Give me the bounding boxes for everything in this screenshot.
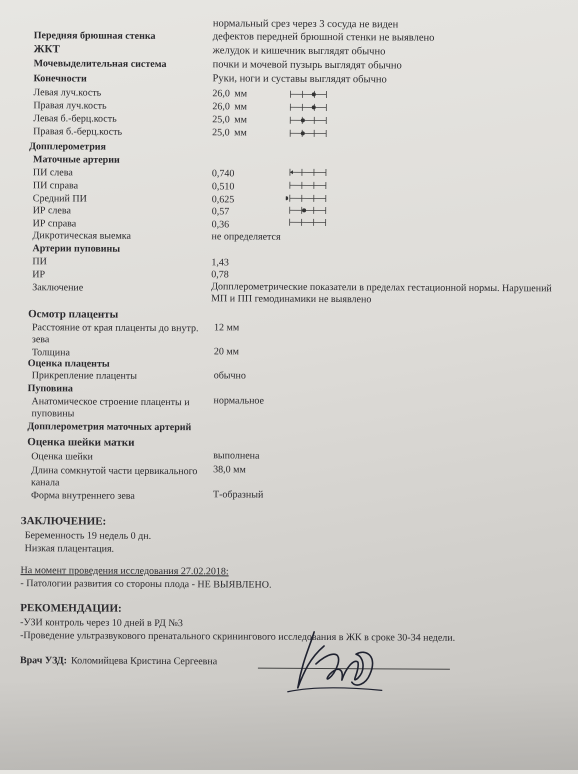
uterine-arteries-title: Маточные артерии bbox=[33, 154, 120, 166]
uterine-index-scale bbox=[286, 194, 328, 203]
bone-label: Правая б.-берц.кость bbox=[33, 126, 122, 138]
cervix-assessment-label: Оценка шейки bbox=[31, 451, 93, 462]
percentile-scale-graphic bbox=[286, 218, 328, 227]
doppler-conclusion-line2: МП и ПП гемодинамики не выявлено bbox=[211, 293, 371, 305]
bone-scale bbox=[286, 116, 328, 125]
bone-value: 26,0 bbox=[212, 101, 230, 112]
doppler-title: Допплерометрия bbox=[29, 141, 106, 152]
scale-marker bbox=[301, 118, 305, 122]
umbilical-index-label: ПИ bbox=[32, 256, 47, 267]
cervix-title: Оценка шейки матки bbox=[27, 437, 134, 449]
fetal-pathology-line: - Патологии развития со стороны плода - НЕ ВЫЯВЛЕНО. bbox=[20, 578, 271, 591]
uterine-index-value: 0,36 bbox=[212, 219, 230, 230]
scale-marker bbox=[301, 131, 305, 135]
internal-os-value: Т-образный bbox=[213, 489, 263, 500]
uterine-index-label: ПИ слева bbox=[33, 167, 73, 178]
bone-unit: мм bbox=[234, 101, 247, 112]
cervix-length-value: 38,0 мм bbox=[213, 464, 246, 475]
bone-unit: мм bbox=[234, 127, 247, 138]
urinary-system-value: почки и мочевой пузырь выглядят обычно bbox=[213, 59, 402, 71]
percentile-scale-graphic bbox=[286, 194, 328, 203]
percentile-scale-graphic bbox=[286, 168, 328, 177]
three-vessel-value: нормальный срез через 3 сосуда не виден bbox=[213, 18, 398, 30]
uterine-index-value: 0,510 bbox=[212, 181, 235, 192]
placenta-distance-label-2: зева bbox=[32, 334, 49, 345]
photo-shadow bbox=[0, 680, 578, 770]
doctor-label: Врач УЗД: bbox=[20, 655, 67, 666]
percentile-scale-graphic bbox=[286, 90, 328, 99]
bone-unit: мм bbox=[234, 114, 247, 125]
uterine-index-label: ИР справа bbox=[33, 218, 77, 229]
uterine-index-label: ИР слева bbox=[33, 205, 71, 216]
placenta-attachment-label: Прикрепление плаценты bbox=[32, 370, 137, 382]
recommendations-title: РЕКОМЕНДАЦИИ: bbox=[20, 603, 122, 615]
placenta-assessment-title: Оценка плаценты bbox=[28, 358, 110, 370]
uterine-index-scale bbox=[286, 218, 328, 227]
percentile-scale-graphic bbox=[286, 181, 328, 190]
recommendation-2: -Проведение ультразвукового пренатального скринингового исследования в ЖК в сроке 30-34 недели. bbox=[20, 630, 455, 644]
uterine-index-value: 0,57 bbox=[212, 206, 230, 217]
bone-value: 25,0 bbox=[212, 114, 230, 125]
scale-marker bbox=[312, 105, 316, 109]
abdominal-wall-value: дефектов передней брюшной стенки не выявлено bbox=[213, 31, 435, 43]
placenta-title: Осмотр плаценты bbox=[28, 309, 118, 321]
placenta-thickness-value: 20 мм bbox=[214, 346, 239, 357]
abdominal-wall-label: Передняя брюшная стенка bbox=[34, 30, 156, 42]
gi-tract-value: желудок и кишечник выглядят обычно bbox=[213, 45, 386, 57]
bone-value: 25,0 bbox=[212, 127, 230, 138]
bone-scale bbox=[286, 129, 328, 138]
doctor-name: Коломийцева Кристина Сергеевна bbox=[71, 655, 217, 667]
limbs-label: Конечности bbox=[33, 73, 86, 84]
umbilical-arteries-title: Артерии пуповины bbox=[32, 243, 120, 255]
uterine-index-label: Средний ПИ bbox=[33, 193, 87, 204]
bone-scale bbox=[286, 90, 328, 99]
urinary-system-label: Мочевыделительная система bbox=[34, 58, 167, 70]
uterine-doppler-title: Допплерометрия маточных артерий bbox=[27, 421, 191, 433]
bone-value: 26,0 bbox=[212, 88, 230, 99]
internal-os-label: Форма внутреннего зева bbox=[31, 490, 135, 502]
bone-label: Левая луч.кость bbox=[33, 87, 101, 98]
placenta-attachment-value: обычно bbox=[214, 370, 246, 381]
uterine-index-scale bbox=[286, 206, 328, 215]
dicrotic-notch-value: не определяется bbox=[212, 231, 281, 242]
bone-scale bbox=[286, 103, 328, 112]
scale-marker bbox=[302, 208, 306, 212]
gi-tract-label: ЖКТ bbox=[34, 44, 60, 55]
placenta-anatomy-value: нормальное bbox=[214, 395, 265, 406]
percentile-scale-graphic bbox=[286, 206, 328, 215]
placenta-anatomy-label-1: Анатомическое строение плаценты и bbox=[32, 396, 190, 408]
cervix-length-label-1: Длина сомкнутой части цервикального bbox=[31, 465, 197, 477]
bone-label: Левая б.-берц.кость bbox=[33, 113, 116, 125]
recommendation-1: -УЗИ контроль через 10 дней в РД №3 bbox=[20, 617, 183, 629]
umbilical-index-label: ИР bbox=[32, 269, 45, 280]
percentile-scale-graphic bbox=[286, 129, 328, 138]
cervix-length-label-2: канала bbox=[31, 477, 60, 488]
uterine-index-value: 0,740 bbox=[212, 168, 235, 179]
uterine-index-value: 0,625 bbox=[212, 194, 235, 205]
umbilical-index-value: 1,43 bbox=[211, 257, 229, 268]
uterine-index-scale bbox=[286, 181, 328, 190]
doppler-conclusion-line1: Допплерометрические показатели в пределах гестационной нормы. Нарушений bbox=[211, 281, 552, 294]
conclusion-line1: Беременность 19 недель 0 дн. bbox=[25, 530, 151, 542]
scale-marker bbox=[290, 170, 293, 174]
conclusion-title: ЗАКЛЮЧЕНИЕ: bbox=[21, 516, 106, 528]
placenta-distance-value: 12 мм bbox=[214, 322, 239, 333]
conclusion-line2: Низкая плацентация. bbox=[25, 543, 115, 555]
placenta-thickness-label: Толщина bbox=[32, 347, 70, 358]
cervix-assessment-value: выполнена bbox=[213, 450, 259, 461]
exam-date-line: На момент проведения исследования 27.02.2018: bbox=[20, 565, 228, 577]
percentile-scale-graphic bbox=[286, 116, 328, 125]
dicrotic-notch-label: Дикротическая выемка bbox=[33, 230, 131, 242]
doppler-conclusion-label: Заключение bbox=[32, 282, 83, 293]
uterine-index-scale bbox=[286, 168, 328, 177]
scale-marker bbox=[312, 92, 316, 96]
placenta-distance-label-1: Расстояние от края плаценты до внутр. bbox=[32, 322, 199, 334]
limbs-value: Руки, ноги и суставы выглядят обычно bbox=[212, 73, 386, 85]
uterine-index-label: ПИ справа bbox=[33, 180, 78, 191]
bone-unit: мм bbox=[234, 88, 247, 99]
umbilical-cord-title: Пуповина bbox=[28, 383, 73, 394]
scale-marker bbox=[286, 196, 288, 200]
placenta-anatomy-label-2: пуповины bbox=[31, 408, 74, 419]
bone-label: Правая луч.кость bbox=[33, 100, 106, 111]
umbilical-index-value: 0,78 bbox=[211, 269, 229, 280]
percentile-scale-graphic bbox=[286, 103, 328, 112]
